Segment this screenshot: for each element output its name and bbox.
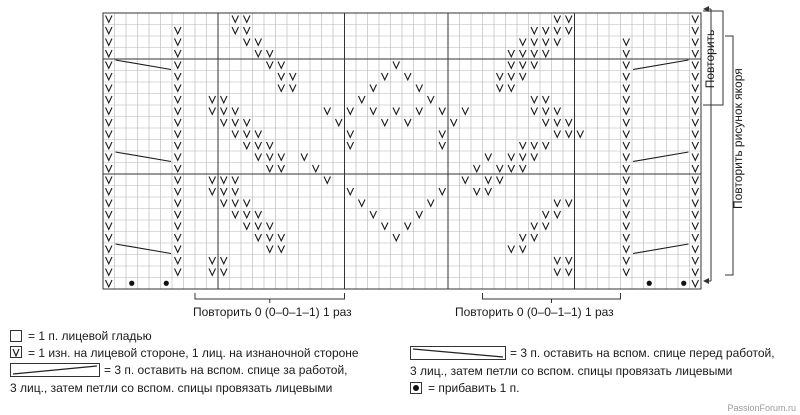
- purl-v-mark: [244, 16, 251, 23]
- purl-v-mark: [255, 154, 262, 161]
- purl-v-mark: [508, 73, 515, 80]
- cable-front-mark: [633, 152, 689, 162]
- increase-dot-mark: [647, 281, 652, 286]
- purl-v-mark: [531, 50, 538, 57]
- purl-v-mark: [566, 269, 573, 276]
- purl-v-mark: [221, 96, 228, 103]
- purl-v-mark: [244, 211, 251, 218]
- legend-cable-front-symbol: [410, 346, 506, 360]
- purl-v-mark: [554, 16, 561, 23]
- purl-v-mark: [692, 165, 699, 172]
- purl-v-mark: [497, 85, 504, 92]
- purl-v-mark: [520, 39, 527, 46]
- purl-v-mark: [405, 223, 412, 230]
- purl-v-mark: [462, 108, 469, 115]
- purl-v-mark: [520, 154, 527, 161]
- purl-v-mark: [623, 257, 630, 264]
- purl-v-mark: [106, 154, 113, 161]
- purl-v-mark: [531, 154, 538, 161]
- purl-v-mark: [267, 234, 274, 241]
- purl-v-mark: [209, 188, 216, 195]
- purl-v-mark: [554, 119, 561, 126]
- purl-v-mark: [232, 27, 239, 34]
- repeat-bracket: [483, 293, 621, 299]
- purl-v-mark: [692, 50, 699, 57]
- purl-v-mark: [232, 211, 239, 218]
- purl-v-mark: [209, 269, 216, 276]
- purl-v-mark: [313, 165, 320, 172]
- purl-v-mark: [692, 119, 699, 126]
- purl-v-mark: [278, 246, 285, 253]
- purl-v-mark: [106, 108, 113, 115]
- purl-v-mark: [221, 188, 228, 195]
- cable-back-icon: [10, 363, 100, 377]
- purl-v-mark: [692, 142, 699, 149]
- purl-v-mark: [520, 62, 527, 69]
- purl-v-mark: [175, 223, 182, 230]
- purl-v-mark: [175, 142, 182, 149]
- purl-v-mark: [497, 177, 504, 184]
- purl-v-mark: [497, 73, 504, 80]
- purl-v-mark: [543, 142, 550, 149]
- purl-v-mark: [566, 16, 573, 23]
- purl-v-mark: [566, 27, 573, 34]
- purl-v-mark: [623, 142, 630, 149]
- purl-v-mark: [255, 131, 262, 138]
- purl-v-mark: [175, 96, 182, 103]
- purl-v-mark: [462, 177, 469, 184]
- purl-v-mark: [278, 73, 285, 80]
- purl-v-mark: [244, 200, 251, 207]
- purl-v-mark: [520, 234, 527, 241]
- purl-v-mark: [359, 96, 366, 103]
- purl-v-mark: [175, 85, 182, 92]
- purl-v-mark: [692, 27, 699, 34]
- repeat-right-label: Повторить 0 (0–0–1–1) 1 раз: [455, 305, 614, 319]
- purl-v-mark: [692, 16, 699, 23]
- purl-v-mark: [290, 73, 297, 80]
- purl-v-mark: [324, 108, 331, 115]
- legend-increase-symbol: [410, 382, 422, 394]
- purl-v-mark: [623, 211, 630, 218]
- purl-v-mark: [255, 50, 262, 57]
- purl-v-mark: [623, 85, 630, 92]
- purl-v-mark: [623, 246, 630, 253]
- purl-v-mark: [520, 142, 527, 149]
- purl-v-mark: [692, 131, 699, 138]
- purl-v-mark: [692, 211, 699, 218]
- purl-v-mark: [692, 39, 699, 46]
- purl-v-mark: [543, 108, 550, 115]
- purl-v-mark: [175, 108, 182, 115]
- purl-v-mark: [508, 154, 515, 161]
- purl-v-mark: [347, 131, 354, 138]
- purl-v-mark: [692, 223, 699, 230]
- purl-v-mark: [370, 85, 377, 92]
- cable-back-mark: [116, 60, 172, 70]
- purl-v-mark: [623, 223, 630, 230]
- purl-v-mark: [106, 27, 113, 34]
- purl-v-mark: [623, 269, 630, 276]
- purl-v-mark: [451, 119, 458, 126]
- purl-v-mark: [554, 200, 561, 207]
- purl-v-mark: [244, 27, 251, 34]
- purl-v-mark: [106, 177, 113, 184]
- purl-v-mark: [106, 280, 113, 287]
- purl-v-mark: [175, 50, 182, 57]
- purl-v-mark: [175, 211, 182, 218]
- purl-v-mark: [106, 142, 113, 149]
- purl-v-mark: [623, 234, 630, 241]
- side-label-repeat: Повторить: [703, 29, 717, 89]
- purl-v-mark: [175, 257, 182, 264]
- purl-v-mark: [175, 39, 182, 46]
- purl-v-mark: [520, 165, 527, 172]
- purl-v-mark: [692, 73, 699, 80]
- legend-purl-symbol: [10, 346, 22, 358]
- purl-v-mark: [347, 108, 354, 115]
- purl-v-mark: [508, 50, 515, 57]
- purl-v-mark: [416, 108, 423, 115]
- purl-v-mark: [232, 119, 239, 126]
- purl-v-mark: [267, 142, 274, 149]
- purl-v-mark: [543, 211, 550, 218]
- purl-v-mark: [623, 50, 630, 57]
- purl-v-mark: [623, 200, 630, 207]
- purl-v-mark: [324, 177, 331, 184]
- purl-v-mark: [106, 131, 113, 138]
- purl-v-mark: [244, 131, 251, 138]
- purl-v-mark: [244, 119, 251, 126]
- purl-v-mark: [485, 188, 492, 195]
- purl-v-mark: [106, 73, 113, 80]
- purl-v-mark: [623, 119, 630, 126]
- purl-v-mark: [221, 200, 228, 207]
- purl-v-mark: [692, 85, 699, 92]
- purl-v-mark: [278, 234, 285, 241]
- purl-v-mark: [221, 177, 228, 184]
- purl-v-mark: [106, 211, 113, 218]
- purl-v-mark: [393, 108, 400, 115]
- purl-v-mark: [175, 200, 182, 207]
- purl-v-mark: [543, 50, 550, 57]
- purl-v-mark: [543, 96, 550, 103]
- purl-v-mark: [531, 39, 538, 46]
- purl-v-mark: [416, 211, 423, 218]
- purl-v-mark: [623, 131, 630, 138]
- purl-v-mark: [692, 257, 699, 264]
- purl-v-mark: [255, 223, 262, 230]
- purl-v-mark: [347, 142, 354, 149]
- purl-v-mark: [278, 85, 285, 92]
- legend-cable-back-text-2: 3 лиц., затем петли со вспом. спицы провязать лицевыми: [10, 381, 333, 395]
- cable-back-mark: [116, 244, 172, 254]
- repeat-left-label: Повторить 0 (0–0–1–1) 1 раз: [193, 305, 352, 319]
- purl-v-mark: [106, 50, 113, 57]
- purl-v-mark: [255, 39, 262, 46]
- purl-v-mark: [106, 85, 113, 92]
- purl-v-mark: [106, 223, 113, 230]
- legend-cable-front-text-1: = 3 п. оставить на вспом. спице перед работой,: [510, 346, 775, 360]
- purl-v-mark: [531, 234, 538, 241]
- purl-v-mark: [566, 257, 573, 264]
- purl-v-mark: [106, 96, 113, 103]
- purl-v-mark: [232, 108, 239, 115]
- purl-v-mark: [209, 96, 216, 103]
- purl-v-mark: [209, 177, 216, 184]
- purl-v-mark: [531, 27, 538, 34]
- purl-v-mark: [439, 188, 446, 195]
- increase-dot-mark: [164, 281, 169, 286]
- purl-v-mark: [508, 85, 515, 92]
- legend-purl-text: = 1 изн. на лицевой стороне, 1 лиц. на изнаночной стороне: [28, 346, 359, 360]
- purl-v-mark: [416, 85, 423, 92]
- purl-v-mark: [554, 211, 561, 218]
- purl-v-mark: [267, 165, 274, 172]
- purl-v-mark: [566, 200, 573, 207]
- purl-v-mark: [175, 165, 182, 172]
- purl-v-mark: [382, 73, 389, 80]
- purl-v-mark: [531, 142, 538, 149]
- purl-v-mark: [232, 177, 239, 184]
- purl-v-mark: [278, 154, 285, 161]
- purl-v-mark: [497, 165, 504, 172]
- cable-front-mark: [633, 244, 689, 254]
- purl-v-mark: [393, 234, 400, 241]
- purl-v-mark: [106, 119, 113, 126]
- cable-front-mark: [633, 60, 689, 70]
- purl-v-mark: [439, 131, 446, 138]
- dot-icon: [410, 382, 422, 394]
- purl-v-mark: [531, 62, 538, 69]
- purl-v-mark: [566, 131, 573, 138]
- purl-v-mark: [244, 223, 251, 230]
- purl-v-mark: [531, 223, 538, 230]
- purl-v-mark: [543, 27, 550, 34]
- purl-v-mark: [278, 62, 285, 69]
- purl-v-mark: [106, 234, 113, 241]
- purl-v-mark: [221, 108, 228, 115]
- purl-v-mark: [244, 142, 251, 149]
- purl-v-mark: [106, 200, 113, 207]
- purl-v-mark: [106, 257, 113, 264]
- purl-v-mark: [106, 269, 113, 276]
- watermark: PassionForum.ru: [727, 403, 796, 413]
- cable-back-mark: [116, 152, 172, 162]
- purl-v-mark: [554, 257, 561, 264]
- purl-v-mark: [554, 131, 561, 138]
- purl-v-mark: [221, 269, 228, 276]
- purl-v-mark: [336, 119, 343, 126]
- purl-v-mark: [267, 246, 274, 253]
- purl-v-mark: [692, 177, 699, 184]
- purl-v-mark: [290, 85, 297, 92]
- legend-increase-text: = прибавить 1 п.: [428, 381, 520, 395]
- purl-v-mark: [267, 223, 274, 230]
- purl-v-mark: [347, 188, 354, 195]
- purl-v-mark: [175, 131, 182, 138]
- purl-v-mark: [232, 16, 239, 23]
- purl-v-mark: [692, 96, 699, 103]
- legend-cable-back-text-1: = 3 п. оставить на вспом. спице за работой,: [104, 363, 348, 377]
- purl-v-mark: [554, 269, 561, 276]
- cable-front-icon: [410, 346, 506, 360]
- purl-v-mark: [554, 108, 561, 115]
- chart-grid: [103, 13, 701, 289]
- purl-v-mark: [531, 108, 538, 115]
- legend-cable-back-symbol: [10, 363, 100, 377]
- purl-v-mark: [520, 246, 527, 253]
- purl-v-mark: [439, 108, 446, 115]
- purl-v-mark: [554, 39, 561, 46]
- purl-v-mark: [692, 269, 699, 276]
- purl-v-mark: [209, 257, 216, 264]
- purl-v-mark: [692, 188, 699, 195]
- legend-knit-symbol: [10, 330, 22, 342]
- purl-v-mark: [474, 165, 481, 172]
- purl-v-mark: [623, 73, 630, 80]
- purl-v-mark: [623, 154, 630, 161]
- purl-v-mark: [221, 119, 228, 126]
- purl-v-mark: [382, 119, 389, 126]
- purl-v-mark: [428, 96, 435, 103]
- purl-v-mark: [692, 246, 699, 253]
- purl-v-mark: [554, 27, 561, 34]
- side-label-repeat-anchor: Повторить рисунок якоря: [731, 68, 745, 209]
- purl-v-mark: [175, 154, 182, 161]
- purl-v-mark: [301, 154, 308, 161]
- purl-v-mark: [439, 142, 446, 149]
- purl-v-mark: [692, 62, 699, 69]
- purl-v-mark: [175, 188, 182, 195]
- purl-v-mark: [474, 188, 481, 195]
- purl-v-mark: [232, 200, 239, 207]
- purl-v-mark: [692, 154, 699, 161]
- purl-v-mark: [209, 108, 216, 115]
- purl-v-mark: [106, 39, 113, 46]
- purl-v-mark: [577, 131, 584, 138]
- purl-v-mark: [623, 188, 630, 195]
- purl-v-mark: [531, 96, 538, 103]
- purl-v-mark: [692, 280, 699, 287]
- purl-v-mark: [175, 234, 182, 241]
- purl-v-mark: [267, 50, 274, 57]
- purl-v-mark: [566, 119, 573, 126]
- purl-v-mark: [359, 200, 366, 207]
- purl-v-mark: [221, 257, 228, 264]
- purl-v-mark: [623, 177, 630, 184]
- purl-v-mark: [244, 39, 251, 46]
- purl-v-mark: [255, 211, 262, 218]
- purl-v-mark: [175, 27, 182, 34]
- increase-dot-mark: [129, 281, 134, 286]
- increase-dot-mark: [681, 281, 686, 286]
- purl-v-mark: [106, 188, 113, 195]
- purl-v-mark: [405, 73, 412, 80]
- repeat-bracket: [195, 293, 345, 299]
- purl-v-mark: [485, 154, 492, 161]
- purl-v-mark: [692, 108, 699, 115]
- purl-v-mark: [175, 62, 182, 69]
- purl-v-mark: [543, 119, 550, 126]
- v-icon: [10, 346, 22, 358]
- purl-v-mark: [175, 246, 182, 253]
- purl-v-mark: [175, 73, 182, 80]
- purl-v-mark: [106, 165, 113, 172]
- purl-v-mark: [692, 234, 699, 241]
- purl-v-mark: [267, 154, 274, 161]
- purl-v-mark: [106, 16, 113, 23]
- purl-v-mark: [370, 108, 377, 115]
- arrow-head-bottom: [703, 278, 709, 284]
- purl-v-mark: [382, 223, 389, 230]
- purl-v-mark: [692, 200, 699, 207]
- purl-v-mark: [175, 119, 182, 126]
- purl-v-mark: [106, 246, 113, 253]
- purl-v-mark: [278, 165, 285, 172]
- purl-v-mark: [623, 96, 630, 103]
- purl-v-mark: [405, 119, 412, 126]
- purl-v-mark: [175, 269, 182, 276]
- purl-v-mark: [370, 211, 377, 218]
- purl-v-mark: [508, 246, 515, 253]
- legend-cable-front-text-2: 3 лиц., затем петли со вспом. спицы провязать лицевыми: [410, 364, 733, 378]
- purl-v-mark: [393, 62, 400, 69]
- purl-v-mark: [623, 39, 630, 46]
- legend-knit-text: = 1 п. лицевой гладью: [28, 329, 152, 343]
- purl-v-mark: [623, 108, 630, 115]
- purl-v-mark: [175, 177, 182, 184]
- purl-v-mark: [623, 62, 630, 69]
- purl-v-mark: [255, 234, 262, 241]
- purl-v-mark: [106, 62, 113, 69]
- purl-v-mark: [485, 177, 492, 184]
- purl-v-mark: [508, 62, 515, 69]
- purl-v-mark: [232, 131, 239, 138]
- purl-v-mark: [520, 73, 527, 80]
- purl-v-mark: [255, 142, 262, 149]
- purl-v-mark: [267, 62, 274, 69]
- purl-v-mark: [520, 50, 527, 57]
- purl-v-mark: [508, 165, 515, 172]
- purl-v-mark: [232, 188, 239, 195]
- purl-v-mark: [543, 39, 550, 46]
- purl-v-mark: [543, 223, 550, 230]
- purl-v-mark: [428, 200, 435, 207]
- purl-v-mark: [623, 165, 630, 172]
